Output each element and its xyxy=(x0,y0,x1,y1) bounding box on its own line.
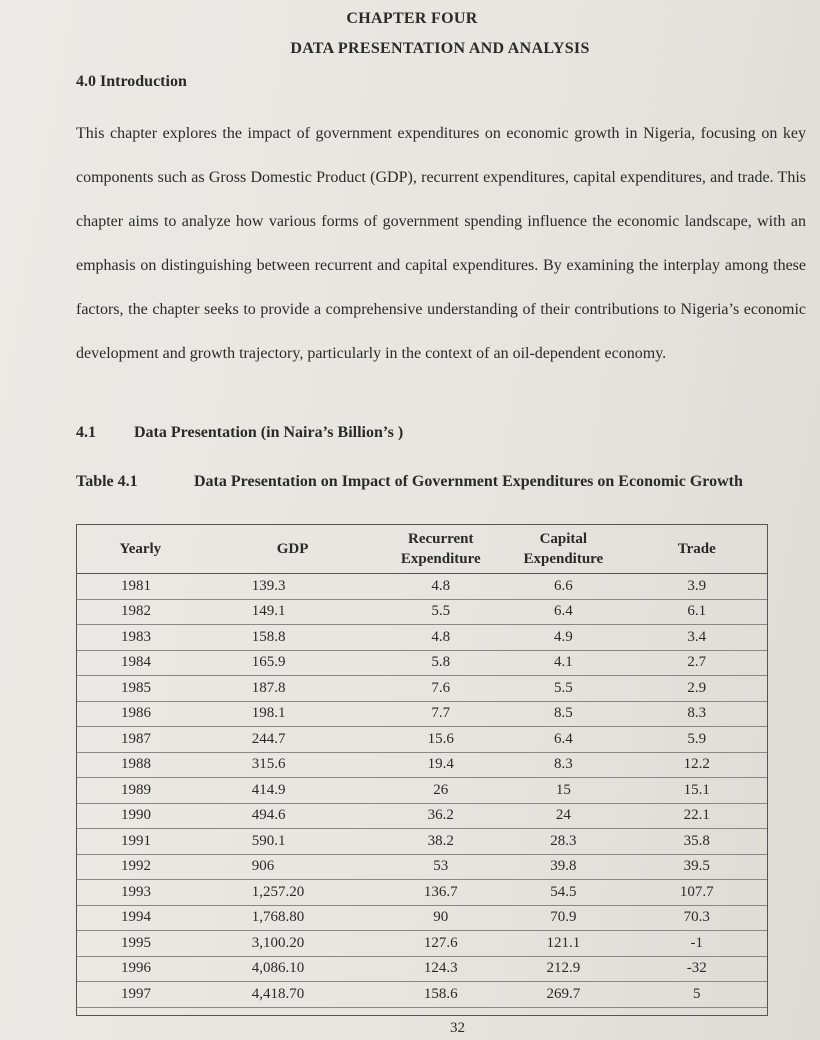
intro-paragraph xyxy=(76,112,806,376)
cell-recurrent: 53 xyxy=(381,854,500,880)
cell-gdp: 1,257.20 xyxy=(204,880,382,906)
cell-year: 1992 xyxy=(77,854,204,880)
cell-capital: 70.9 xyxy=(500,905,626,931)
table-row xyxy=(77,778,767,804)
table-row xyxy=(77,956,767,982)
table-row xyxy=(77,829,767,855)
cell-recurrent: 36.2 xyxy=(381,803,500,829)
table-caption-text: Data Presentation on Impact of Government Expenditures on Economic Growth xyxy=(194,473,743,490)
cell-trade: 2.7 xyxy=(627,650,767,676)
cell-year: 1985 xyxy=(77,676,204,702)
cell-gdp: 906 xyxy=(204,854,382,880)
table-row xyxy=(77,880,767,906)
header-recurrent xyxy=(381,525,500,574)
cell-gdp: 149.1 xyxy=(204,599,382,625)
cell-recurrent: 5.5 xyxy=(381,599,500,625)
cell-gdp: 187.8 xyxy=(204,676,382,702)
table-body xyxy=(77,574,767,1008)
cell-trade: -1 xyxy=(627,931,767,957)
header-trade: Trade xyxy=(677,541,716,557)
page-number: 32 xyxy=(450,1020,465,1036)
cell-gdp: 4,086.10 xyxy=(204,956,382,982)
cell-capital: 24 xyxy=(500,803,626,829)
cell-trade: 5 xyxy=(627,982,767,1008)
intro-paragraph-text: This chapter explores the impact of government expenditures on economic growth in Nigeria, focusing on key components such as Gross Domestic Product (GDP), recurrent expenditures, capital expenditures, and trade. This chapter aims to analyze how various forms of government spending influence the economic landscape, with an emphasis on distinguishing between recurrent and capital expenditures. By examining the interplay among these factors, the chapter seeks to provide a comprehensive understanding of their contributions to Nigeria’s economic development and growth trajectory, particularly in the context of an oil-dependent economy. xyxy=(76,125,806,362)
cell-year: 1981 xyxy=(77,574,204,600)
table-row xyxy=(77,752,767,778)
table-row xyxy=(77,599,767,625)
header-recurrent-line1: Recurrent xyxy=(407,531,474,547)
cell-year: 1994 xyxy=(77,905,204,931)
cell-capital: 15 xyxy=(500,778,626,804)
cell-trade: 12.2 xyxy=(627,752,767,778)
cell-trade: 70.3 xyxy=(627,905,767,931)
cell-capital: 4.9 xyxy=(500,625,626,651)
cell-recurrent: 4.8 xyxy=(381,625,500,651)
cell-recurrent: 127.6 xyxy=(381,931,500,957)
cell-year: 1989 xyxy=(77,778,204,804)
cell-capital: 6.4 xyxy=(500,727,626,753)
cell-capital: 212.9 xyxy=(500,956,626,982)
cell-trade: 5.9 xyxy=(627,727,767,753)
intro-heading: 4.0 Introduction xyxy=(76,73,187,90)
table-row xyxy=(77,905,767,931)
cell-capital: 39.8 xyxy=(500,854,626,880)
cell-recurrent: 26 xyxy=(381,778,500,804)
cell-recurrent: 124.3 xyxy=(381,956,500,982)
header-capital xyxy=(500,525,626,574)
cell-year: 1984 xyxy=(77,650,204,676)
cell-gdp: 4,418.70 xyxy=(204,982,382,1008)
cell-recurrent: 7.7 xyxy=(381,701,500,727)
cell-capital: 269.7 xyxy=(500,982,626,1008)
cell-trade: 15.1 xyxy=(627,778,767,804)
table-row xyxy=(77,574,767,600)
cell-trade: 35.8 xyxy=(627,829,767,855)
cell-year: 1990 xyxy=(77,803,204,829)
table-row xyxy=(77,625,767,651)
cell-recurrent: 5.8 xyxy=(381,650,500,676)
cell-recurrent: 19.4 xyxy=(381,752,500,778)
cell-gdp: 165.9 xyxy=(204,650,382,676)
table-row xyxy=(77,727,767,753)
cell-year: 1995 xyxy=(77,931,204,957)
cell-gdp: 1,768.80 xyxy=(204,905,382,931)
table-row xyxy=(77,982,767,1008)
cell-gdp: 590.1 xyxy=(204,829,382,855)
cell-year: 1982 xyxy=(77,599,204,625)
cell-trade: 3.9 xyxy=(627,574,767,600)
data-table-container xyxy=(76,524,768,1016)
cell-recurrent: 158.6 xyxy=(381,982,500,1008)
cell-capital: 121.1 xyxy=(500,931,626,957)
cell-capital: 8.3 xyxy=(500,752,626,778)
cell-capital: 6.4 xyxy=(500,599,626,625)
cell-gdp: 198.1 xyxy=(204,701,382,727)
cell-trade: 39.5 xyxy=(627,854,767,880)
cell-trade: 6.1 xyxy=(627,599,767,625)
cell-gdp: 315.6 xyxy=(204,752,382,778)
cell-gdp: 414.9 xyxy=(204,778,382,804)
cell-trade: 22.1 xyxy=(627,803,767,829)
table-row xyxy=(77,854,767,880)
section-heading xyxy=(76,424,403,442)
data-table xyxy=(77,525,767,1008)
section-number: 4.1 xyxy=(76,424,96,441)
cell-recurrent: 7.6 xyxy=(381,676,500,702)
chapter-heading: CHAPTER FOUR xyxy=(346,10,478,27)
cell-year: 1986 xyxy=(77,701,204,727)
cell-trade: 2.9 xyxy=(627,676,767,702)
table-row xyxy=(77,803,767,829)
cell-recurrent: 90 xyxy=(381,905,500,931)
cell-capital: 54.5 xyxy=(500,880,626,906)
cell-gdp: 139.3 xyxy=(204,574,382,600)
cell-gdp: 3,100.20 xyxy=(204,931,382,957)
section-title: Data Presentation (in Naira’s Billion’s ) xyxy=(134,424,404,441)
cell-capital: 8.5 xyxy=(500,701,626,727)
table-caption xyxy=(76,470,808,494)
cell-year: 1988 xyxy=(77,752,204,778)
cell-year: 1983 xyxy=(77,625,204,651)
table-row xyxy=(77,676,767,702)
cell-gdp: 158.8 xyxy=(204,625,382,651)
cell-recurrent: 136.7 xyxy=(381,880,500,906)
cell-gdp: 244.7 xyxy=(204,727,382,753)
cell-trade: 3.4 xyxy=(627,625,767,651)
header-recurrent-line2: Expenditure xyxy=(400,551,481,567)
cell-year: 1991 xyxy=(77,829,204,855)
cell-trade: 107.7 xyxy=(627,880,767,906)
cell-recurrent: 38.2 xyxy=(381,829,500,855)
cell-capital: 5.5 xyxy=(500,676,626,702)
header-capital-line1: Capital xyxy=(539,531,588,547)
cell-capital: 28.3 xyxy=(500,829,626,855)
table-row xyxy=(77,931,767,957)
chapter-title: DATA PRESENTATION AND ANALYSIS xyxy=(290,40,590,57)
cell-trade: 8.3 xyxy=(627,701,767,727)
table-label: Table 4.1 xyxy=(76,473,138,490)
table-row xyxy=(77,701,767,727)
header-gdp: GDP xyxy=(276,541,309,557)
cell-capital: 4.1 xyxy=(500,650,626,676)
cell-recurrent: 15.6 xyxy=(381,727,500,753)
cell-capital: 6.6 xyxy=(500,574,626,600)
cell-year: 1993 xyxy=(77,880,204,906)
cell-year: 1997 xyxy=(77,982,204,1008)
cell-trade: -32 xyxy=(627,956,767,982)
cell-year: 1987 xyxy=(77,727,204,753)
header-capital-line2: Expenditure xyxy=(523,551,604,567)
header-year: Yearly xyxy=(119,541,162,557)
cell-recurrent: 4.8 xyxy=(381,574,500,600)
cell-year: 1996 xyxy=(77,956,204,982)
table-row xyxy=(77,650,767,676)
cell-gdp: 494.6 xyxy=(204,803,382,829)
table-header-row xyxy=(77,525,767,574)
